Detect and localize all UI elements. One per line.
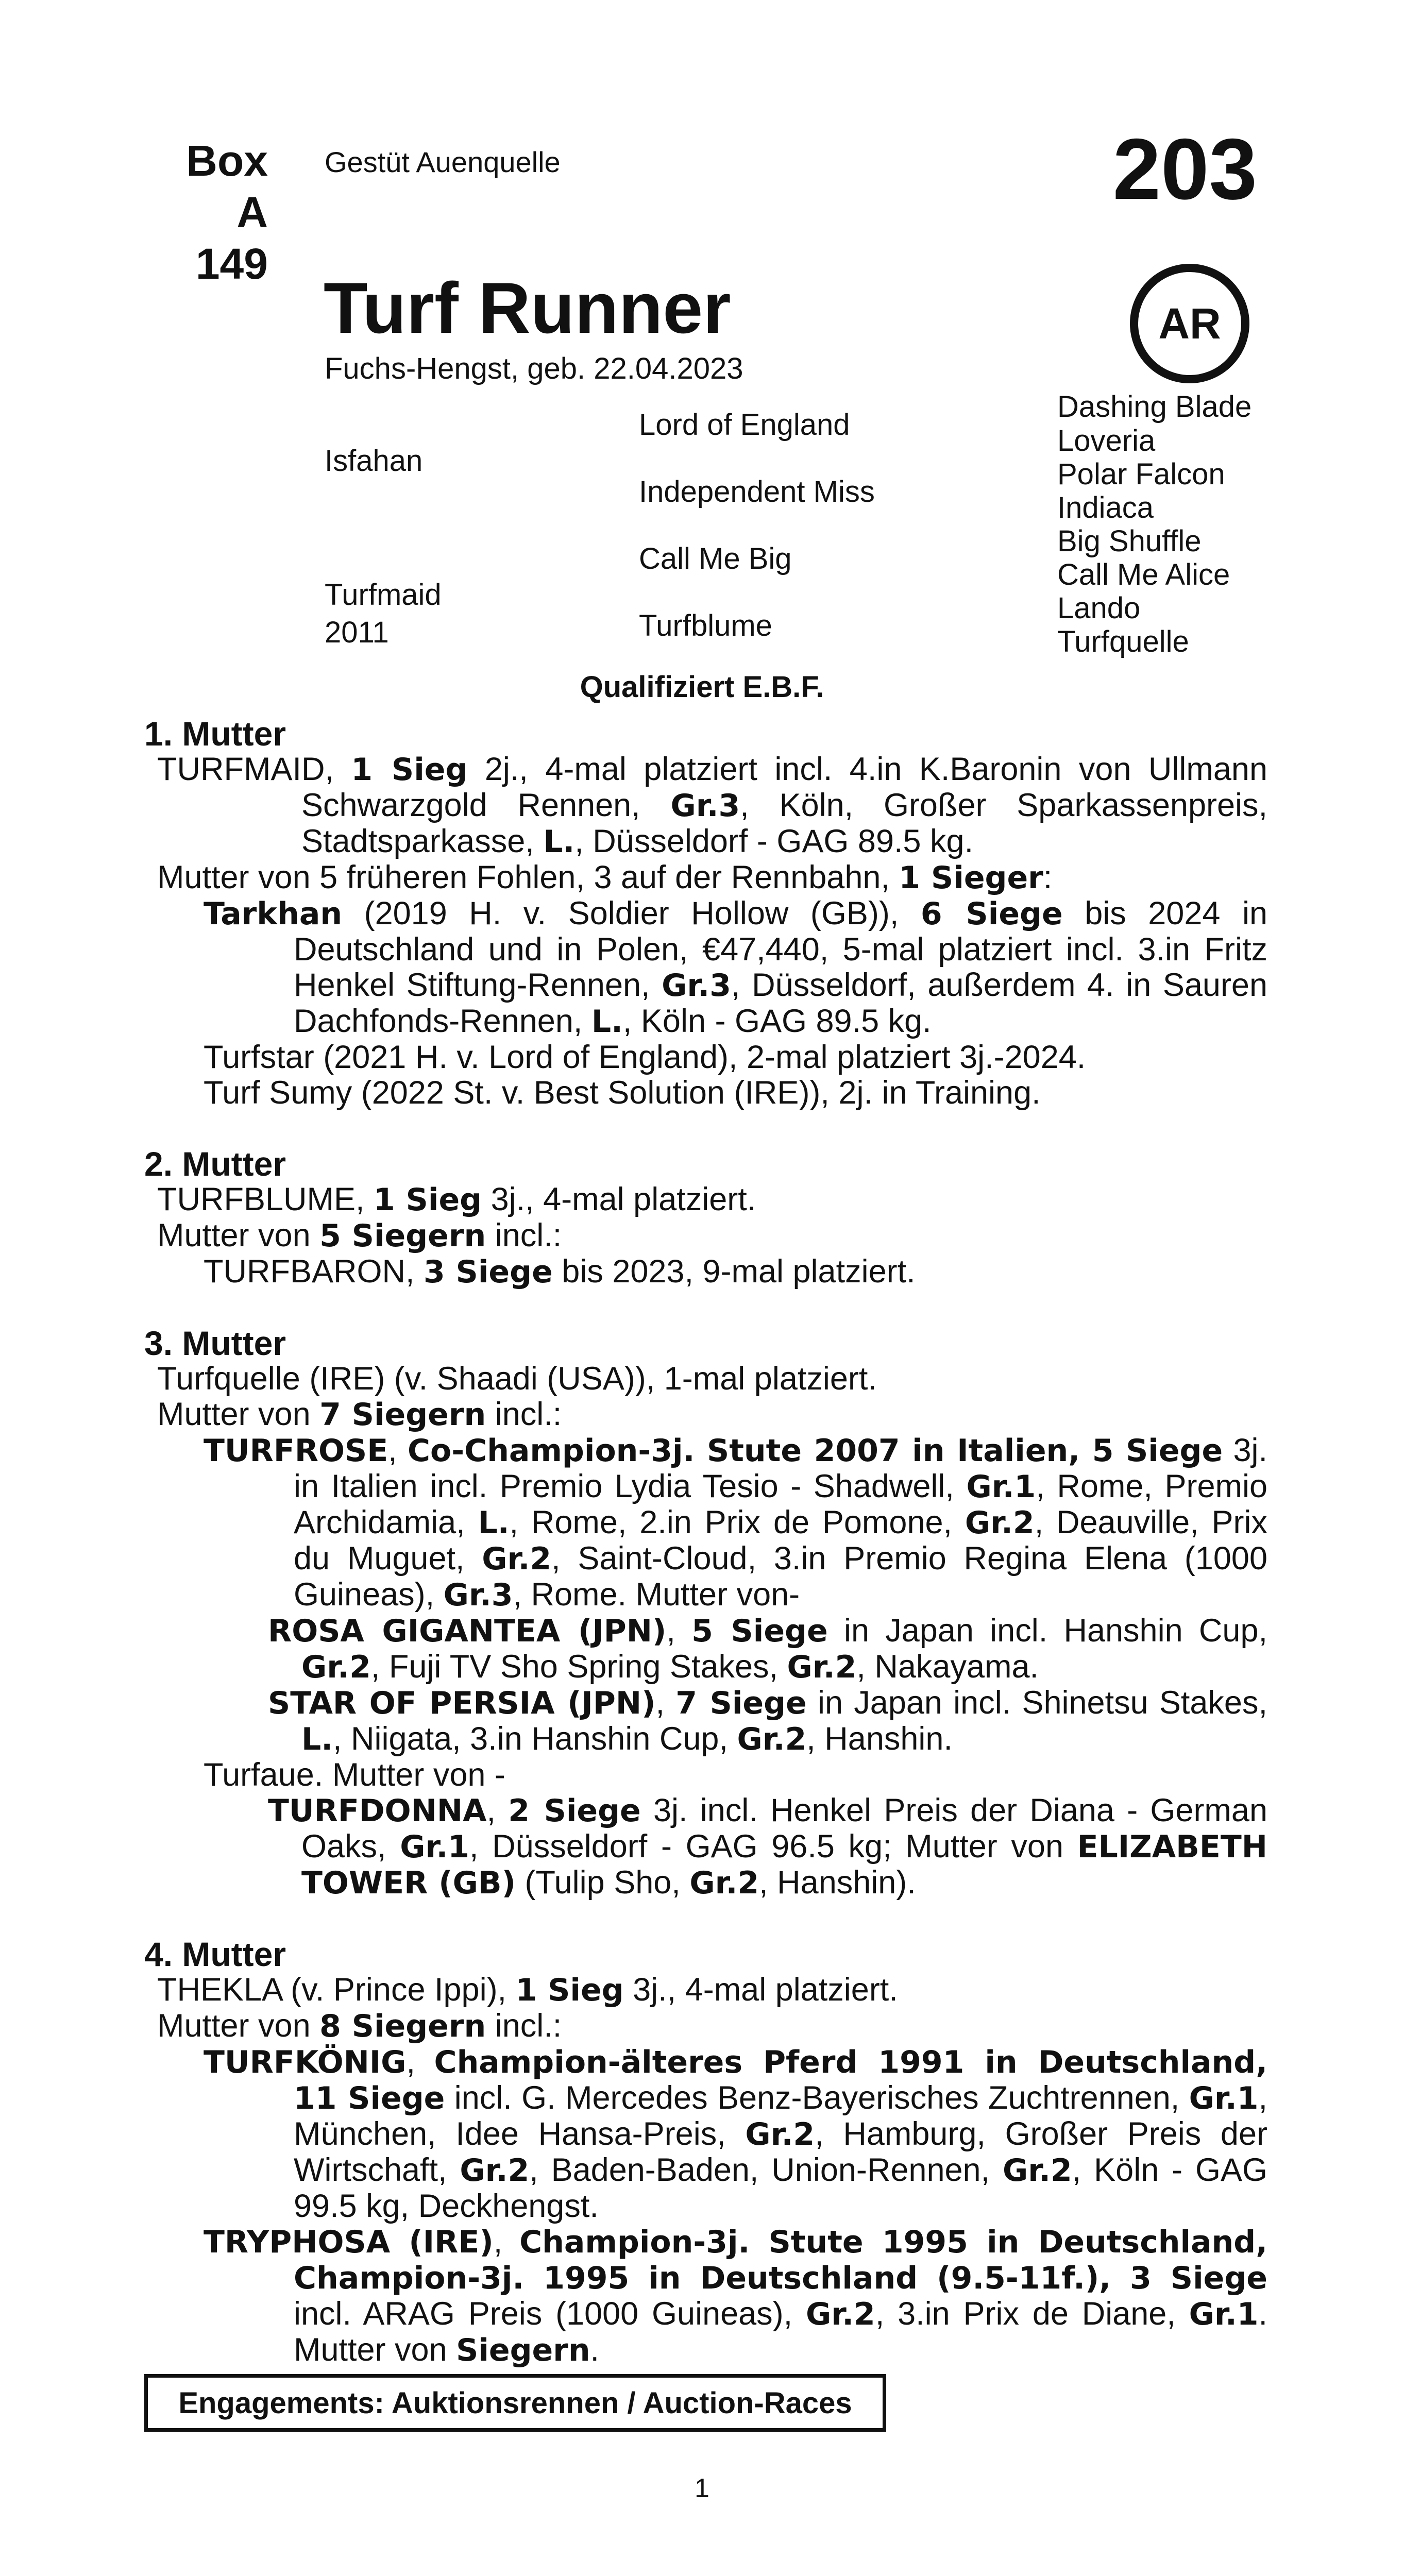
section-title-2: 2. Mutter [144,1145,286,1183]
engagements-box [144,2374,886,2432]
produce-entry: TURFDONNA, 2 Siege 3j. incl. Henkel Preis der Diana - German Oaks, Gr.1, Düsseldorf - GAG 96.5 kg; Mutter von ELIZABETH TOWER (GB) (Tulip Sho, Gr.2, Hanshin). [268,1792,1267,1901]
produce-summary: Mutter von 7 Siegern incl.: [157,1396,562,1433]
pedigree-grandparent: Independent Miss [639,475,875,509]
dam-record: TURFMAID, 1 Sieg 2j., 4-mal platziert incl. 4.in K.Baronin von Ullmann Schwarzgold Rennen, Gr.3, Köln, Großer Sparkassenpreis, Stadtsparkasse, L., Düsseldorf - GAG 89.5 kg. [157,751,1267,860]
produce-entry: TRYPHOSA (IRE), Champion-3j. Stute 1995 in Deutschland, Champion-3j. 1995 in Deutschland (9.5-11f.), 3 Siege incl. ARAG Preis (1000 Guineas), Gr.2, 3.in Prix de Diane, Gr.1. Mutter von Siegern. [204,2224,1267,2368]
pedigree-great-grandparent: Turfquelle [1057,625,1189,658]
dam-record: Turfquelle (IRE) (v. Shaadi (USA)), 1-mal platziert. [157,1361,877,1397]
produce-entry: TURFROSE, Co-Champion-3j. Stute 2007 in Italien, 5 Siege 3j. in Italien incl. Premio Lydia Tesio - Shadwell, Gr.1, Rome, Premio Archidamia, L., Rome, 2.in Prix de Pomone, Gr.2, Deauville, Prix du Muguet, Gr.2, Saint-Cloud, 3.in Premio Regina Elena (1000 Guineas), Gr.3, Rome. Mutter von- [204,1432,1268,1613]
produce-entry: Turfstar (2021 H. v. Lord of England), 2-mal platziert 3j.-2024. [204,1039,1086,1075]
pedigree-great-grandparent: Indiaca [1057,491,1154,524]
produce-entry: Tarkhan (2019 H. v. Soldier Hollow (GB)), 6 Siege bis 2024 in Deutschland und in Polen, €47,440, 5-mal platziert incl. 3.in Fritz Henkel Stiftung-Rennen, Gr.3, Düsseldorf, außerdem 4. in Sauren Dachfonds-Rennen, L., Köln - GAG 89.5 kg. [204,895,1267,1040]
horse-description: Fuchs-Hengst, geb. 22.04.2023 [325,352,743,385]
pedigree-sire: Isfahan [325,444,423,478]
pedigree-dam-year: 2011 [325,616,389,649]
box-label: Box [186,137,268,185]
pedigree-grandparent: Turfblume [639,609,772,642]
produce-summary: Mutter von 5 früheren Fohlen, 3 auf der Rennbahn, 1 Sieger: [157,859,1053,896]
ar-badge-icon [1130,264,1249,383]
engagements-text: Engagements: Auktionsrennen / Auction-Races [178,2386,852,2420]
breeder: Gestüt Auenquelle [325,146,561,178]
page-number: 1 [695,2473,709,2503]
pedigree-great-grandparent: Polar Falcon [1057,457,1225,491]
section-title-3: 3. Mutter [144,1324,286,1362]
pedigree-great-grandparent: Call Me Alice [1057,558,1230,591]
badge-text: AR [1158,299,1221,348]
qualification: Qualifiziert E.B.F. [580,670,824,704]
pedigree-great-grandparent: Loveria [1057,424,1156,457]
pedigree-dam: Turfmaid [325,578,442,612]
produce-summary: Mutter von 8 Siegern incl.: [157,2008,562,2044]
box-number [155,135,268,290]
produce-entry: TURFBARON, 3 Siege bis 2023, 9-mal platziert. [204,1253,916,1290]
pedigree-great-grandparent: Lando [1057,591,1141,625]
pedigree-grandparent: Lord of England [639,408,850,442]
horse-name: Turf Runner [324,267,731,348]
box-code: A 149 [195,188,268,288]
section-title-1: 1. Mutter [144,715,286,753]
produce-entry: TURFKÖNIG, Champion-älteres Pferd 1991 in Deutschland, 11 Siege incl. G. Mercedes Benz-Bayerisches Zuchtrennen, Gr.1, München, Idee Hansa-Preis, Gr.2, Hamburg, Großer Preis der Wirtschaft, Gr.2, Baden-Baden, Union-Rennen, Gr.2, Köln - GAG 99.5 kg, Deckhengst. [204,2044,1267,2224]
produce-entry: ROSA GIGANTEA (JPN), 5 Siege in Japan incl. Hanshin Cup, Gr.2, Fuji TV Sho Spring Stakes, Gr.2, Nakayama. [268,1613,1267,1685]
produce-entry: Turfaue. Mutter von - [204,1757,505,1793]
dam-record: TURFBLUME, 1 Sieg 3j., 4-mal platziert. [157,1181,756,1218]
pedigree-great-grandparent: Big Shuffle [1057,524,1202,558]
produce-entry: Turf Sumy (2022 St. v. Best Solution (IRE)), 2j. in Training. [204,1075,1041,1111]
lot-number: 203 [1112,121,1257,217]
produce-summary: Mutter von 5 Siegern incl.: [157,1217,562,1254]
dam-line [144,716,1267,2368]
section-title-4: 4. Mutter [144,1935,286,1973]
produce-entry: STAR OF PERSIA (JPN), 7 Siege in Japan incl. Shinetsu Stakes, L., Niigata, 3.in Hanshin Cup, Gr.2, Hanshin. [268,1685,1267,1757]
pedigree-grandparent: Call Me Big [639,542,792,575]
dam-record: THEKLA (v. Prince Ippi), 1 Sieg 3j., 4-mal platziert. [157,1972,898,2008]
pedigree-great-grandparent: Dashing Blade [1057,390,1252,423]
